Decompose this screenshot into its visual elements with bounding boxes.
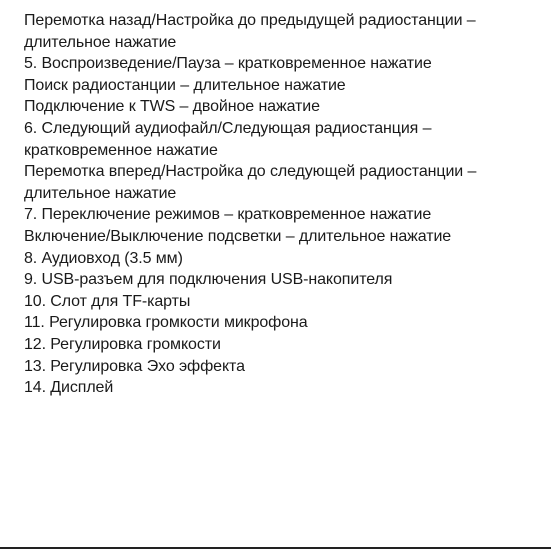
manual-line-mode-switch: 7. Переключение режимов – кратковременное нажатие <box>24 206 432 224</box>
manual-line-radio-search: Поиск радиостанции – длительное нажатие <box>24 76 346 94</box>
manual-line-usb-port: 9. USB-разъем для подключения USB-накопителя <box>24 271 393 289</box>
manual-line-aux-in: 8. Аудиовход (3.5 мм) <box>24 249 183 267</box>
manual-line-mic-volume: 11. Регулировка громкости микрофона <box>24 314 308 332</box>
manual-line-backlight: Включение/Выключение подсветки – длительное нажатие <box>24 227 452 245</box>
bottom-divider <box>0 547 551 549</box>
manual-line-next-track-cont: кратковременное нажатие <box>24 141 218 159</box>
manual-line-rewind-cont: длительное нажатие <box>24 33 177 51</box>
manual-line-next-track: 6. Следующий аудиофайл/Следующая радиостанция – <box>24 119 432 137</box>
manual-line-volume: 12. Регулировка громкости <box>24 335 221 353</box>
manual-line-display: 14. Дисплей <box>24 379 114 397</box>
manual-line-echo: 13. Регулировка Эхо эффекта <box>24 357 245 375</box>
manual-line-tws: Подключение к TWS – двойное нажатие <box>24 98 320 116</box>
manual-line-fast-forward-cont: длительное нажатие <box>24 184 177 202</box>
manual-line-tf-slot: 10. Слот для TF-карты <box>24 292 191 310</box>
manual-line-play-pause: 5. Воспроизведение/Пауза – кратковременное нажатие <box>24 55 432 73</box>
manual-line-fast-forward: Перемотка вперед/Настройка до следующей радиостанции – <box>24 163 477 181</box>
manual-text-block <box>24 10 539 399</box>
manual-line-rewind: Перемотка назад/Настройка до предыдущей радиостанции – <box>24 12 476 29</box>
